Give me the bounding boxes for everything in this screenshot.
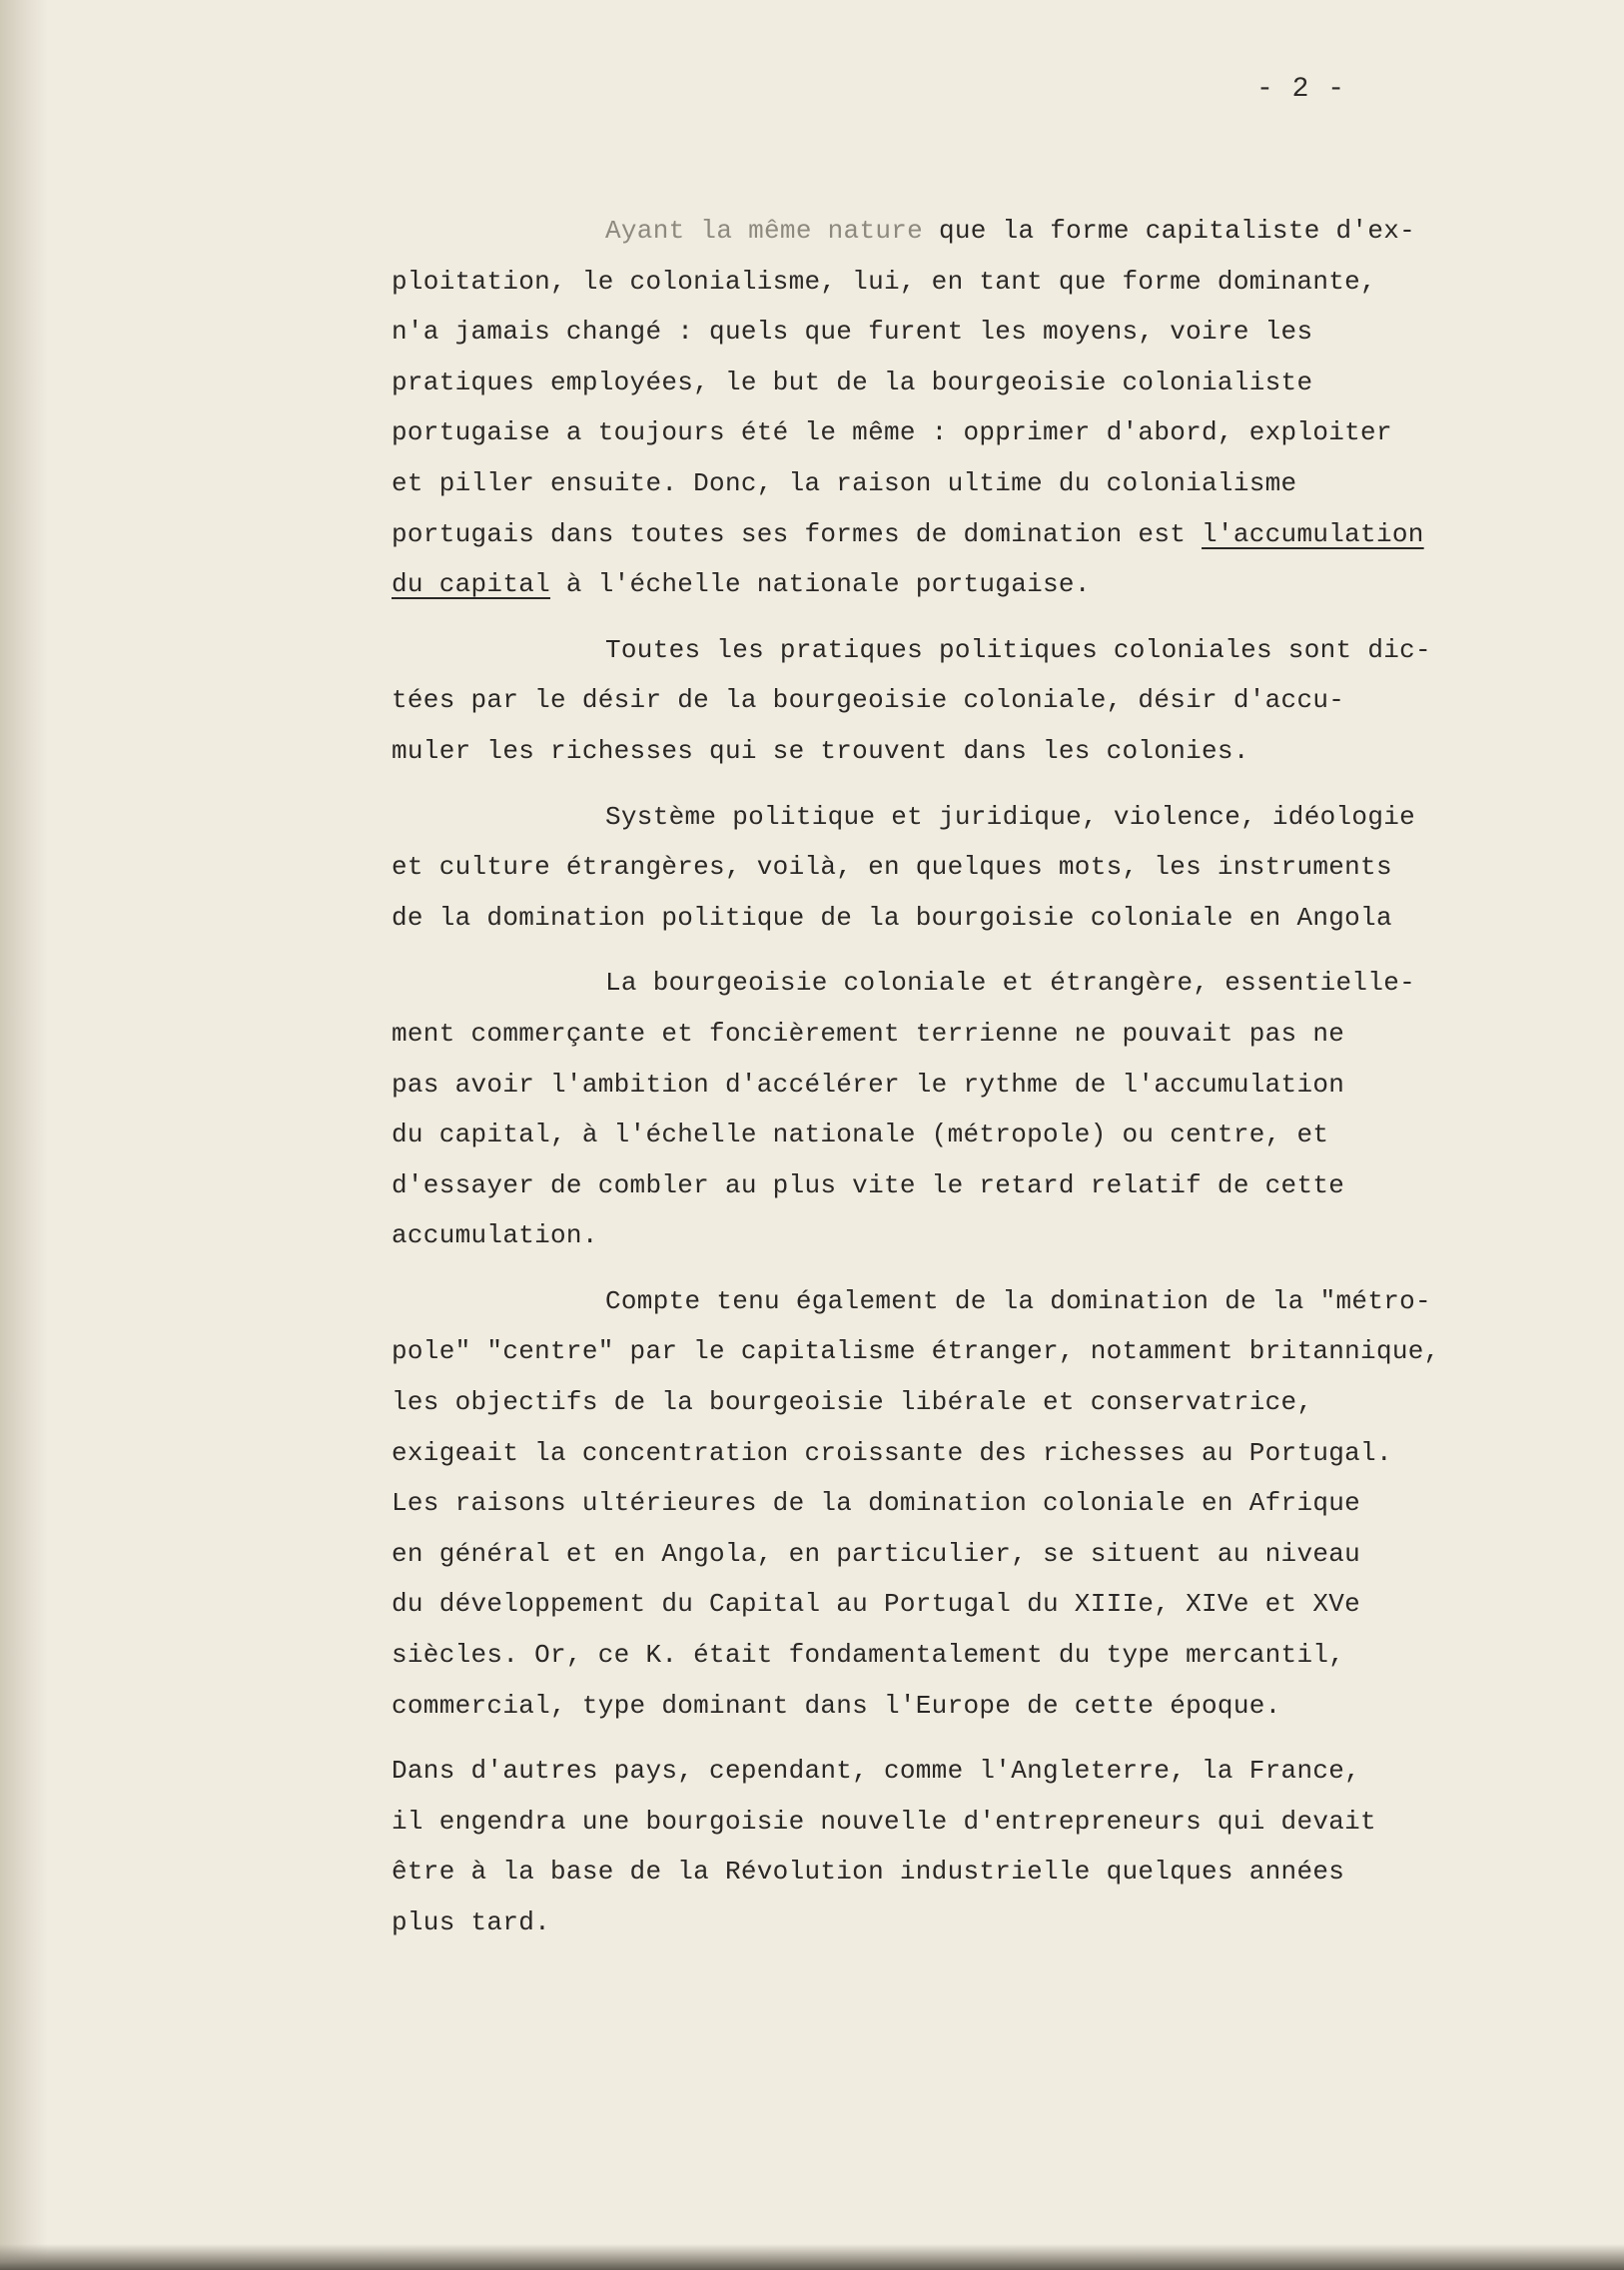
text-line: du capital à l'échelle nationale portugaise.: [392, 569, 1091, 600]
text-line: en général et en Angola, en particulier, se situent au niveau: [392, 1538, 1361, 1569]
paragraph-5: [392, 1276, 1570, 1731]
text-line: de la domination politique de la bourgoisie coloniale en Angola: [392, 902, 1392, 933]
text-line: il engendra une bourgoisie nouvelle d'entrepreneurs qui devait: [392, 1806, 1376, 1837]
text-line: pratiques employées, le but de la bourgeoisie colonialiste: [392, 367, 1313, 397]
text-line: ment commerçante et foncièrement terrienne ne pouvait pas ne: [392, 1018, 1345, 1049]
binding-shadow: [0, 0, 48, 2270]
body-text: [392, 206, 1570, 1963]
text-line: et culture étrangères, voilà, en quelques mots, les instruments: [392, 852, 1392, 883]
text-line: pas avoir l'ambition d'accélérer le rythme de l'accumulation: [392, 1069, 1345, 1100]
text-line: siècles. Or, ce K. était fondamentalement du type mercantil,: [392, 1640, 1345, 1671]
underlined-text: l'accumulation: [1202, 518, 1424, 549]
text-line: être à la base de la Révolution industrielle quelques années: [392, 1857, 1345, 1888]
text-line: commercial, type dominant dans l'Europe de cette époque.: [392, 1690, 1281, 1721]
text-line: Ayant la même nature que la forme capitaliste d'ex-: [605, 216, 1416, 246]
text-line: n'a jamais changé : quels que furent les moyens, voire les: [392, 317, 1313, 348]
text-line: tées par le désir de la bourgeoisie coloniale, désir d'accu-: [392, 685, 1345, 716]
text-line: du développement du Capital au Portugal du XIIIe, XIVe et XVe: [392, 1589, 1361, 1620]
text-line: exigeait la concentration croissante des richesses au Portugal.: [392, 1437, 1392, 1468]
paragraph-4: [392, 958, 1570, 1261]
text-line: La bourgeoisie coloniale et étrangère, essentielle-: [605, 968, 1416, 999]
text-line: du capital, à l'échelle nationale (métropole) ou centre, et: [392, 1120, 1329, 1150]
text-line: plus tard.: [392, 1907, 551, 1937]
paragraph-3: [392, 792, 1570, 944]
paragraph-1: [392, 206, 1570, 610]
text-line: Compte tenu également de la domination de la "métro-: [605, 1285, 1431, 1316]
page-number: - 2 -: [1256, 74, 1346, 105]
text-line: d'essayer de combler au plus vite le retard relatif de cette: [392, 1169, 1345, 1200]
paragraph-2: [392, 625, 1570, 777]
text-line: ploitation, le colonialisme, lui, en tant que forme dominante,: [392, 266, 1376, 297]
underlined-text: du capital: [392, 569, 551, 600]
text-line: Système politique et juridique, violence, idéologie: [605, 801, 1416, 832]
text-line: accumulation.: [392, 1220, 598, 1251]
paragraph-6: [392, 1746, 1570, 1947]
text-line: Toutes les pratiques politiques coloniales sont dic-: [605, 634, 1431, 665]
text-line: muler les richesses qui se trouvent dans les colonies.: [392, 735, 1249, 766]
text-line: pole" "centre" par le capitalisme étranger, notamment britannique,: [392, 1336, 1440, 1367]
page-bottom-edge: [0, 2244, 1624, 2270]
text-line: portugais dans toutes ses formes de domination est l'accumulation: [392, 518, 1424, 549]
text-line: et piller ensuite. Donc, la raison ultime du colonialisme: [392, 467, 1297, 498]
text-line: Dans d'autres pays, cependant, comme l'Angleterre, la France,: [392, 1756, 1361, 1787]
text-line: les objectifs de la bourgeoisie libérale et conservatrice,: [392, 1387, 1313, 1418]
text-line: Les raisons ultérieures de la domination coloniale en Afrique: [392, 1488, 1361, 1519]
text-line: portugaise a toujours été le même : opprimer d'abord, exploiter: [392, 417, 1392, 448]
